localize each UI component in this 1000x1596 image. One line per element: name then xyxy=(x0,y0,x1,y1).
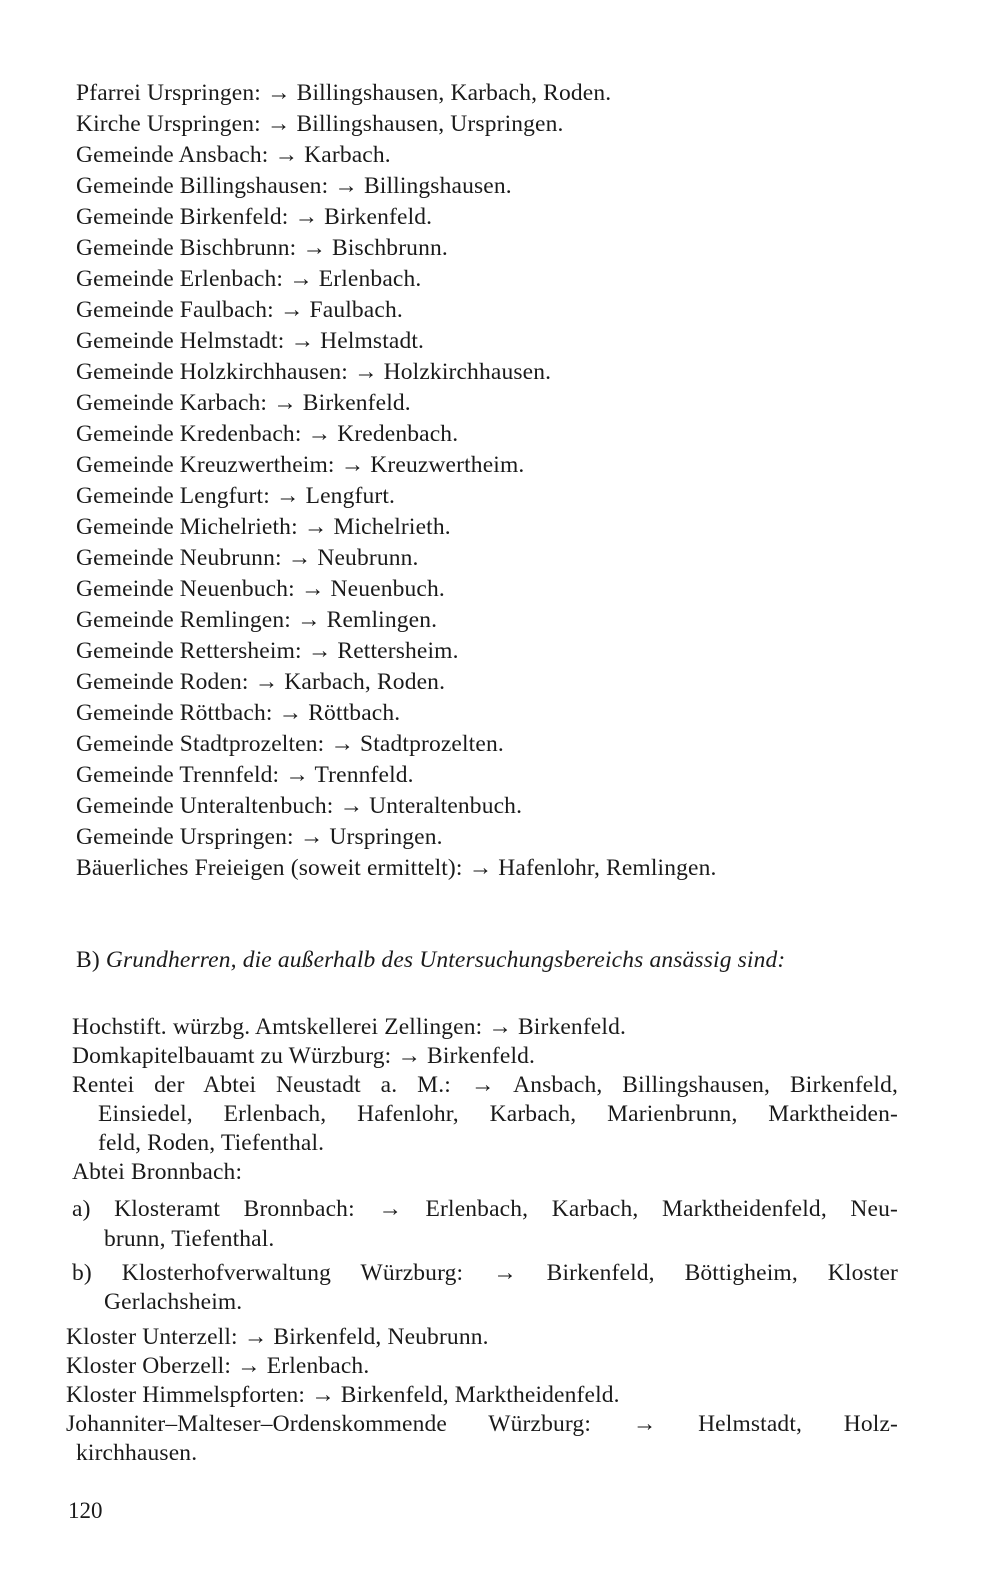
entry-baeuerliches-freieigen: Bäuerliches Freieigen (soweit ermittelt): → Hafenlohr, Remlingen. xyxy=(76,855,717,881)
entry-gemeinde-bischbrunn: Gemeinde Bischbrunn: → Bischbrunn. xyxy=(76,235,448,261)
entry-gemeinde-stadtprozelten: Gemeinde Stadtprozelten: → Stadtprozelten. xyxy=(76,731,504,757)
entry-gemeinde-roettbach: Gemeinde Röttbach: → Röttbach. xyxy=(76,700,401,726)
entry-gemeinde-faulbach: Gemeinde Faulbach: → Faulbach. xyxy=(76,297,403,323)
entry-gemeinde-neuenbuch: Gemeinde Neuenbuch: → Neuenbuch. xyxy=(76,576,445,602)
entry-kloster-unterzell: Kloster Unterzell: → Birkenfeld, Neubrunn. xyxy=(66,1324,489,1350)
entry-gemeinde-billingshausen: Gemeinde Billingshausen: → Billingshausen. xyxy=(76,173,512,199)
entry-klosterhofverwaltung-line-1: b) Klosterhofverwaltung Würzburg: → Birkenfeld, Böttigheim, Kloster xyxy=(72,1260,898,1286)
entry-gemeinde-rettersheim: Gemeinde Rettersheim: → Rettersheim. xyxy=(76,638,459,664)
entry-gemeinde-karbach: Gemeinde Karbach: → Birkenfeld. xyxy=(76,390,411,416)
page-number: 120 xyxy=(68,1498,103,1523)
entry-gemeinde-remlingen: Gemeinde Remlingen: → Remlingen. xyxy=(76,607,438,633)
entry-gemeinde-erlenbach: Gemeinde Erlenbach: → Erlenbach. xyxy=(76,266,422,292)
entry-gemeinde-neubrunn: Gemeinde Neubrunn: → Neubrunn. xyxy=(76,545,419,571)
entry-pfarrei-urspringen: Pfarrei Urspringen: → Billingshausen, Karbach, Roden. xyxy=(76,80,612,106)
entry-kloster-oberzell: Kloster Oberzell: → Erlenbach. xyxy=(66,1353,370,1379)
entry-klosteramt-bronnbach-line-2: brunn, Tiefenthal. xyxy=(104,1226,275,1252)
entry-ordenskommende-line-1: Johanniter–Malteser–Ordenskommende Würzburg: → Helmstadt, Holz- xyxy=(66,1411,898,1437)
entry-kloster-himmelspforten: Kloster Himmelspforten: → Birkenfeld, Marktheidenfeld. xyxy=(66,1382,620,1408)
entry-abtei-bronnbach: Abtei Bronnbach: xyxy=(72,1159,243,1185)
entry-ordenskommende-line-2: kirchhausen. xyxy=(76,1440,198,1466)
entry-gemeinde-michelrieth: Gemeinde Michelrieth: → Michelrieth. xyxy=(76,514,451,540)
entry-gemeinde-unteraltenbuch: Gemeinde Unteraltenbuch: → Unteraltenbuch. xyxy=(76,793,523,819)
entry-rentei-neustadt-line-3: feld, Roden, Tiefenthal. xyxy=(98,1130,325,1156)
entry-rentei-neustadt-line-2: Einsiedel, Erlenbach, Hafenlohr, Karbach, Marienbrunn, Marktheiden- xyxy=(98,1101,898,1127)
entry-domkapitelbauamt: Domkapitelbauamt zu Würzburg: → Birkenfeld. xyxy=(72,1043,536,1069)
entry-klosteramt-bronnbach-line-1: a) Klosteramt Bronnbach: → Erlenbach, Karbach, Marktheidenfeld, Neu- xyxy=(72,1196,898,1222)
section-b-label: B) xyxy=(76,947,100,973)
entry-gemeinde-ansbach: Gemeinde Ansbach: → Karbach. xyxy=(76,142,391,168)
entry-gemeinde-helmstadt: Gemeinde Helmstadt: → Helmstadt. xyxy=(76,328,425,354)
entry-gemeinde-birkenfeld: Gemeinde Birkenfeld: → Birkenfeld. xyxy=(76,204,433,230)
entry-gemeinde-kredenbach: Gemeinde Kredenbach: → Kredenbach. xyxy=(76,421,459,447)
entry-gemeinde-roden: Gemeinde Roden: → Karbach, Roden. xyxy=(76,669,446,695)
entry-klosterhofverwaltung-line-2: Gerlachsheim. xyxy=(104,1289,243,1315)
entry-gemeinde-urspringen: Gemeinde Urspringen: → Urspringen. xyxy=(76,824,443,850)
entry-amtskellerei-zellingen: Hochstift. würzbg. Amtskellerei Zellingen: → Birkenfeld. xyxy=(72,1014,626,1040)
entry-gemeinde-holzkirchhausen: Gemeinde Holzkirchhausen: → Holzkirchhausen. xyxy=(76,359,552,385)
section-b-heading xyxy=(76,945,785,975)
entry-rentei-neustadt-line-1: Rentei der Abtei Neustadt a. M.: → Ansbach, Billingshausen, Birkenfeld, xyxy=(72,1072,898,1098)
entry-gemeinde-trennfeld: Gemeinde Trennfeld: → Trennfeld. xyxy=(76,762,414,788)
entry-gemeinde-kreuzwertheim: Gemeinde Kreuzwertheim: → Kreuzwertheim. xyxy=(76,452,525,478)
entry-kirche-urspringen: Kirche Urspringen: → Billingshausen, Urspringen. xyxy=(76,111,564,137)
section-b-heading-text: Grundherren, die außerhalb des Untersuchungsbereichs ansässig sind: xyxy=(105,947,786,973)
entry-gemeinde-lengfurt: Gemeinde Lengfurt: → Lengfurt. xyxy=(76,483,396,509)
